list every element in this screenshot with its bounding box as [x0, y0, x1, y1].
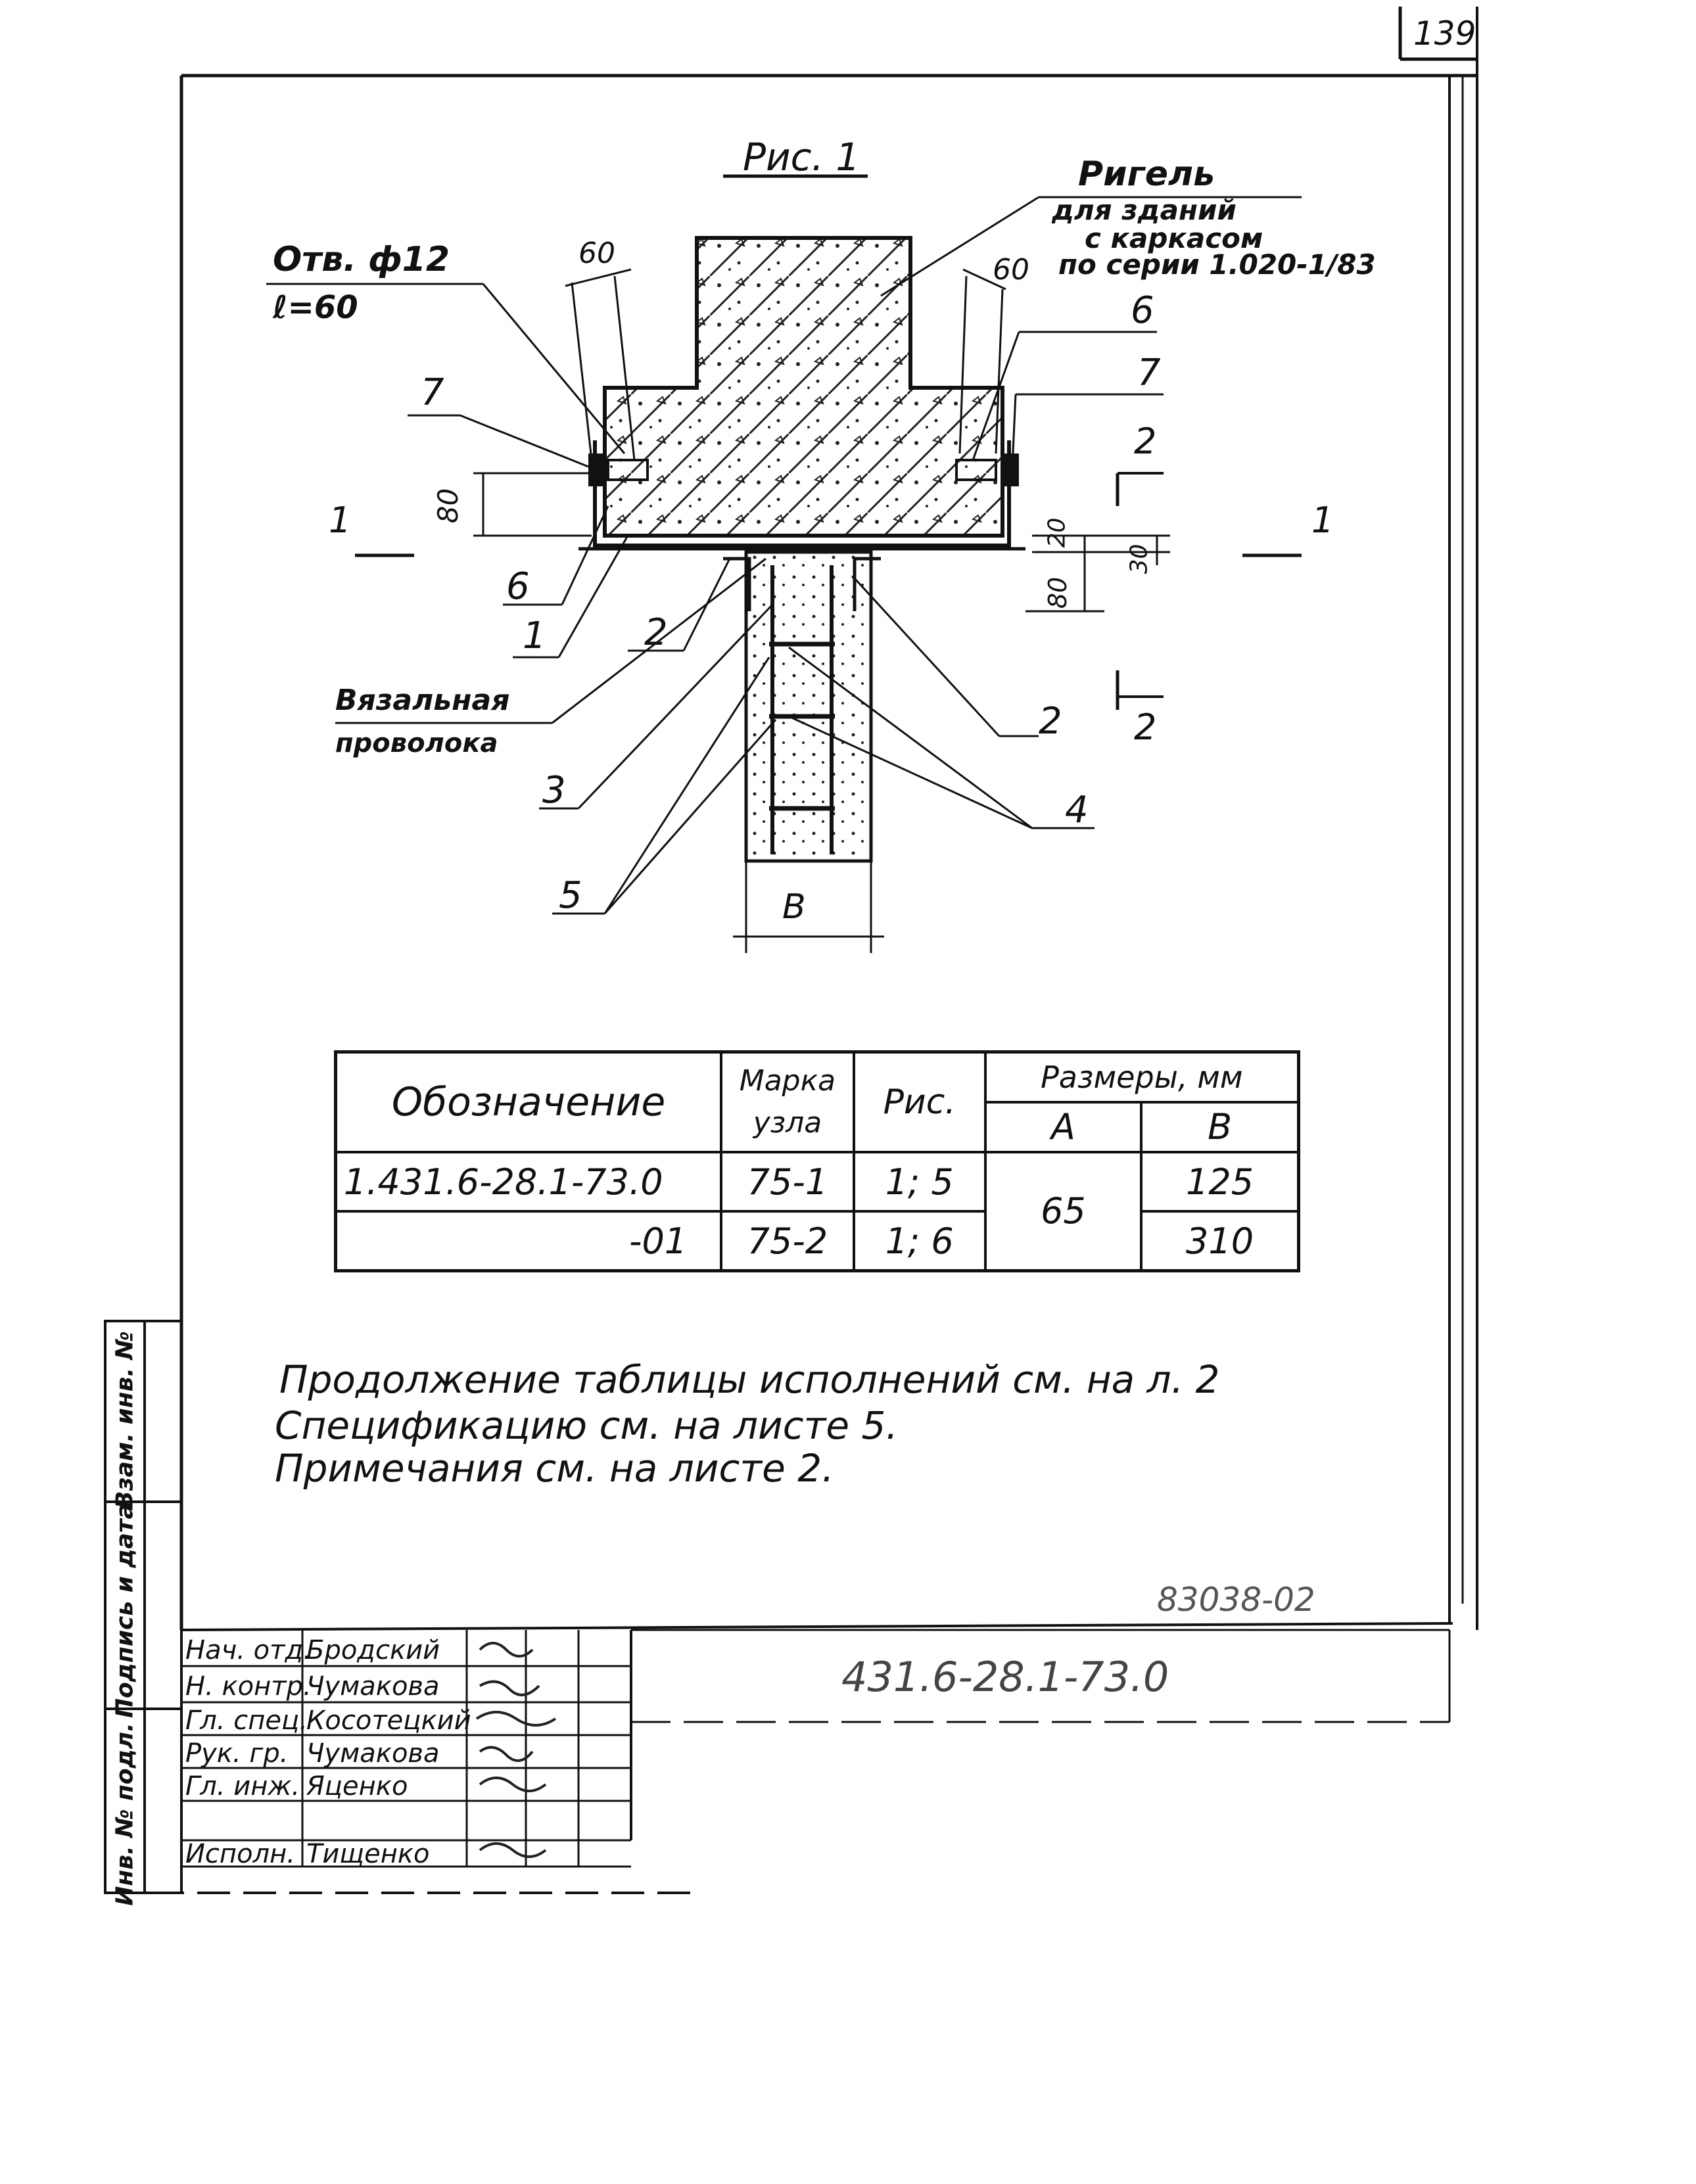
dim-30: 30 — [1125, 544, 1153, 574]
row2-mark: 75-2 — [721, 1211, 854, 1270]
stamp-role-3: Гл. спец. — [185, 1706, 308, 1736]
stamp-role-1: Нач. отд. — [185, 1635, 312, 1665]
rigel-note-2: с каркасом — [1085, 222, 1263, 254]
table-row — [336, 1211, 1299, 1270]
callout-5: 5 — [559, 874, 582, 917]
stamp-name-4: Чумакова — [306, 1738, 440, 1769]
dim-60-right: 60 — [993, 253, 1029, 287]
stamp-role-5: Гл. инж. — [185, 1771, 300, 1801]
section-mark-2-top: 2 — [1134, 421, 1157, 462]
header-sizes: Размеры, мм — [985, 1052, 1299, 1102]
row2-designation: -01 — [336, 1211, 722, 1270]
callout-2-right: 2 — [1039, 700, 1062, 743]
note-3: Примечания см. на листе 2. — [275, 1446, 834, 1491]
side-vzam-inv: Взам. инв. № — [111, 1331, 139, 1509]
stamp-name-1: Бродский — [306, 1635, 440, 1665]
note-2: Спецификацию см. на листе 5. — [275, 1403, 898, 1448]
stamp-role-4: Рук. гр. — [185, 1738, 289, 1769]
rigel-label: Ригель — [1078, 154, 1215, 194]
callout-3: 3 — [542, 769, 566, 812]
row2-fig: 1; 6 — [854, 1211, 985, 1270]
callout-7-right: 7 — [1137, 352, 1161, 394]
row1-a: 65 — [985, 1152, 1141, 1271]
dim-60-left: 60 — [578, 237, 615, 270]
stamp-name-3: Косотецкий — [306, 1706, 471, 1736]
dim-80-right: 80 — [1043, 576, 1073, 609]
stamp-name-6: Тищенко — [306, 1839, 430, 1869]
dim-80-left: 80 — [432, 488, 465, 524]
wire-label-1: Вязальная — [335, 684, 510, 717]
callout-6-right: 6 — [1131, 289, 1154, 332]
side-podp-data: Подпись и дата — [111, 1503, 139, 1718]
callout-6-left: 6 — [506, 565, 530, 608]
hole-label: Отв. ф12 — [273, 240, 450, 279]
dim-20: 20 — [1043, 517, 1071, 548]
callout-7-left: 7 — [421, 371, 444, 414]
section-mark-1-right: 1 — [1311, 500, 1334, 541]
row1-designation: 1.431.6-28.1-73.0 — [336, 1152, 722, 1211]
table-row — [336, 1152, 1299, 1211]
stamp-role-6: Исполн. — [185, 1839, 295, 1869]
rigel-note-3: по серии 1.020-1/83 — [1058, 248, 1376, 281]
side-inv-podl: Инв. № подл. — [111, 1723, 139, 1906]
section-mark-1-left: 1 — [329, 500, 352, 541]
signature-marks — [467, 1630, 578, 1867]
header-node-mark — [721, 1052, 854, 1152]
callout-4: 4 — [1065, 789, 1089, 831]
callout-1: 1 — [523, 615, 546, 657]
header-designation: Обозначение — [336, 1052, 722, 1152]
rigel-note-1: для зданий — [1052, 194, 1237, 226]
figure-title: Рис. 1 — [743, 135, 860, 179]
header-fig: Рис. — [854, 1052, 985, 1152]
stamp-role-2: Н. контр. — [185, 1671, 312, 1702]
section-mark-2-bottom: 2 — [1134, 707, 1157, 748]
page-number: 139 — [1413, 14, 1476, 53]
dim-b: В — [782, 887, 806, 927]
header-b: В — [1141, 1102, 1298, 1152]
executions-table — [334, 1050, 1300, 1272]
stamp-name-5: Яценко — [306, 1771, 408, 1801]
header-a: А — [985, 1102, 1141, 1152]
rigel-section — [578, 238, 1025, 549]
note-1: Продолжение таблицы исполнений см. на л. 2 — [279, 1357, 1220, 1402]
row1-mark: 75-1 — [721, 1152, 854, 1211]
header-node-mark-2: узла — [753, 1105, 822, 1140]
hole-length: ℓ=60 — [273, 289, 358, 326]
row1-fig: 1; 5 — [854, 1152, 985, 1211]
row2-b: 310 — [1141, 1211, 1298, 1270]
stamp-document-code: 431.6-28.1-73.0 — [841, 1653, 1169, 1701]
wire-label-2: проволока — [335, 728, 498, 758]
callout-2-left: 2 — [644, 611, 668, 654]
row1-b: 125 — [1141, 1152, 1298, 1211]
header-node-mark-1: Марка — [739, 1063, 836, 1098]
stamp-name-2: Чумакова — [306, 1671, 440, 1702]
inventory-number: 83038-02 — [1157, 1581, 1315, 1619]
